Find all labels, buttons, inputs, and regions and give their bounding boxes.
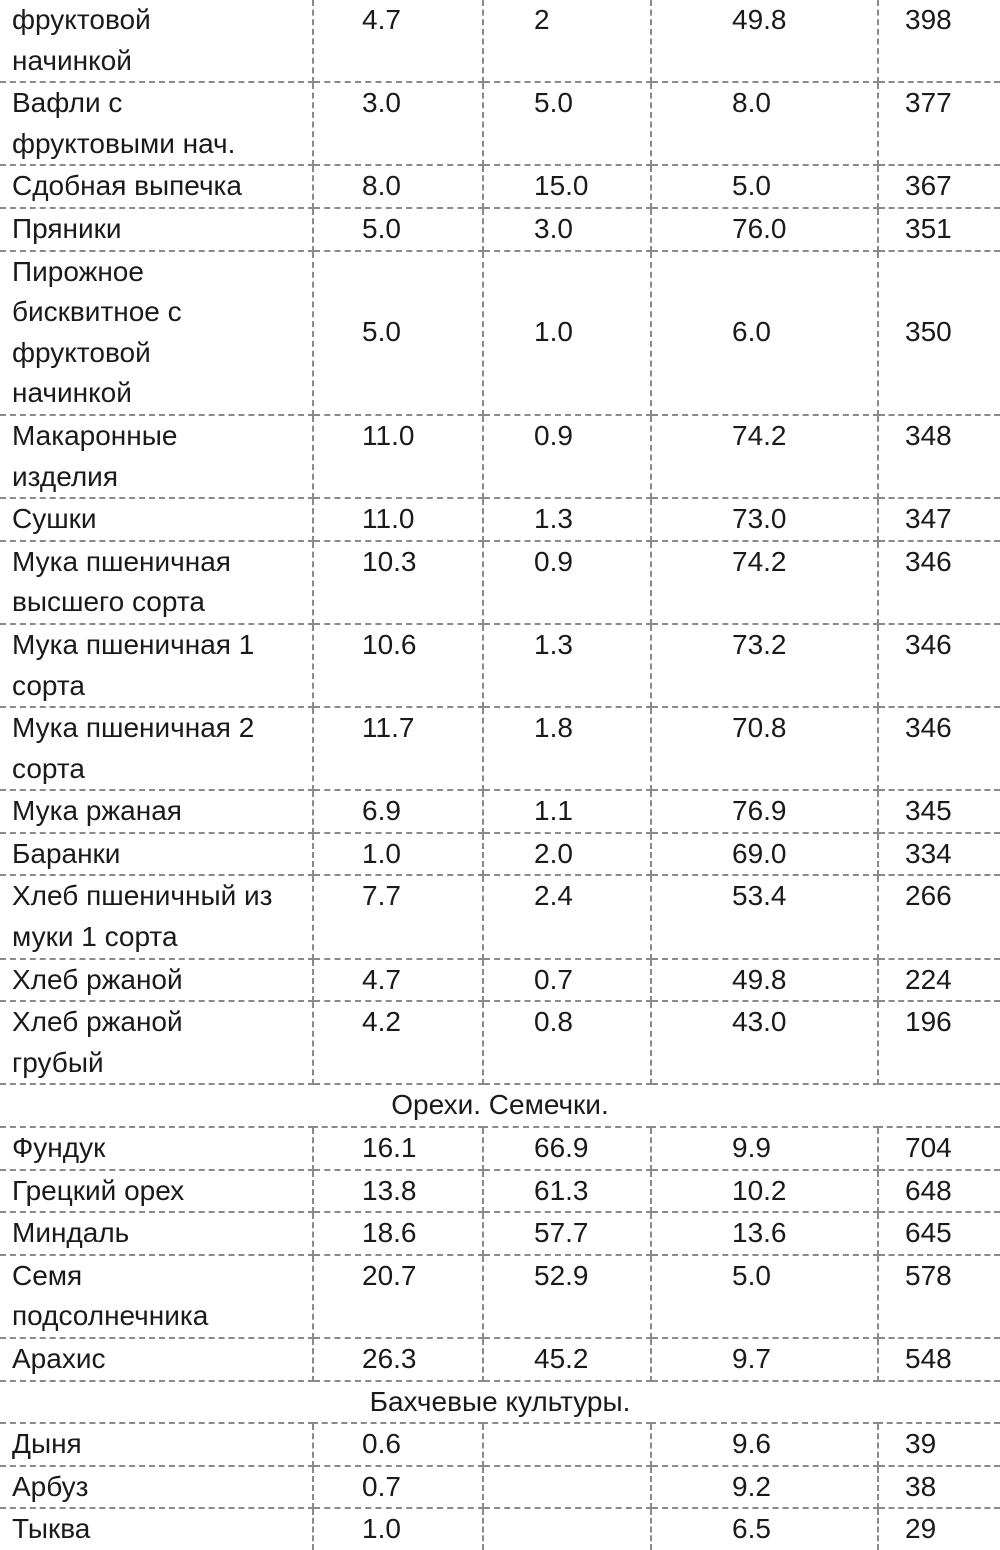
table-row: [0, 833, 1000, 876]
product-name-cell: [0, 1466, 313, 1509]
table-row: [0, 251, 1000, 415]
product-name-cell: [0, 208, 313, 251]
carbs-cell: 13.6: [651, 1212, 878, 1255]
product-name-cell: [0, 790, 313, 833]
fat-cell: 1.3: [483, 498, 651, 541]
product-name: Сушки: [12, 503, 97, 535]
table-row: [0, 790, 1000, 833]
fat-cell: [483, 1508, 651, 1550]
carbs-cell: 8.0: [651, 82, 878, 165]
product-name: Баранки: [12, 837, 121, 869]
carbs-cell: 5.0: [651, 1255, 878, 1338]
kcal-cell: 548: [878, 1338, 1000, 1381]
product-name: Тыква: [12, 1513, 91, 1545]
table-row: [0, 624, 1000, 707]
table-row: [0, 1127, 1000, 1170]
protein-cell: 4.7: [313, 0, 483, 82]
product-name: Пряники: [12, 212, 122, 244]
product-name: Миндаль: [12, 1217, 130, 1249]
carbs-cell: 9.6: [651, 1423, 878, 1466]
protein-cell: 4.2: [313, 1001, 483, 1084]
product-name-cell: [0, 415, 313, 498]
product-name-cell: [0, 1001, 313, 1084]
fat-cell: [483, 1466, 651, 1509]
product-name-cell: [0, 1255, 313, 1338]
table-row: [0, 0, 1000, 82]
carbs-cell: 70.8: [651, 707, 878, 790]
product-name-cell: [0, 1127, 313, 1170]
fat-cell: 0.9: [483, 415, 651, 498]
section-heading: Бахчевые культуры.: [0, 1381, 1000, 1424]
fat-cell: 2: [483, 0, 651, 82]
kcal-cell: 38: [878, 1466, 1000, 1509]
fat-cell: 2.0: [483, 833, 651, 876]
protein-cell: 10.3: [313, 541, 483, 624]
kcal-cell: 367: [878, 165, 1000, 208]
fat-cell: 1.8: [483, 707, 651, 790]
kcal-cell: 347: [878, 498, 1000, 541]
kcal-cell: 348: [878, 415, 1000, 498]
fat-cell: 1.3: [483, 624, 651, 707]
product-name: Семя подсолнечника: [12, 1259, 209, 1332]
table-row: [0, 165, 1000, 208]
fat-cell: 3.0: [483, 208, 651, 251]
table-row: [0, 1423, 1000, 1466]
protein-cell: 11.0: [313, 415, 483, 498]
carbs-cell: 49.8: [651, 959, 878, 1002]
carbs-cell: 73.0: [651, 498, 878, 541]
carbs-cell: 69.0: [651, 833, 878, 876]
table-row: [0, 707, 1000, 790]
table-row: [0, 1255, 1000, 1338]
fat-cell: 0.8: [483, 1001, 651, 1084]
fat-cell: 45.2: [483, 1338, 651, 1381]
kcal-cell: 578: [878, 1255, 1000, 1338]
kcal-cell: 377: [878, 82, 1000, 165]
product-name: Фундук: [12, 1132, 106, 1164]
section-heading: Орехи. Семечки.: [0, 1084, 1000, 1127]
product-name-cell: [0, 833, 313, 876]
protein-cell: 1.0: [313, 833, 483, 876]
product-name: Мука пшеничная высшего сорта: [12, 545, 231, 618]
product-name: Мука ржаная: [12, 795, 182, 827]
table-row: [0, 82, 1000, 165]
kcal-cell: 645: [878, 1212, 1000, 1255]
protein-cell: 0.7: [313, 1466, 483, 1509]
product-name-cell: [0, 1212, 313, 1255]
table-row: [0, 1338, 1000, 1381]
table-row: [0, 1508, 1000, 1550]
protein-cell: 3.0: [313, 82, 483, 165]
section-row: [0, 1381, 1000, 1424]
protein-cell: 4.7: [313, 959, 483, 1002]
product-name-cell: [0, 82, 313, 165]
protein-cell: 16.1: [313, 1127, 483, 1170]
fat-cell: [483, 1423, 651, 1466]
product-name-cell: [0, 875, 313, 958]
fat-cell: 0.7: [483, 959, 651, 1002]
product-name: Мука пшеничная 1 сорта: [12, 628, 255, 701]
table-row: [0, 1001, 1000, 1084]
carbs-cell: 5.0: [651, 165, 878, 208]
product-name-cell: [0, 0, 313, 82]
product-name: Арахис: [12, 1343, 106, 1374]
product-name-cell: [0, 707, 313, 790]
kcal-cell: 346: [878, 707, 1000, 790]
kcal-cell: 224: [878, 959, 1000, 1002]
product-name: Вафли с фруктовыми нач.: [12, 87, 236, 159]
kcal-cell: 39: [878, 1423, 1000, 1466]
protein-cell: 6.9: [313, 790, 483, 833]
fat-cell: 5.0: [483, 82, 651, 165]
protein-cell: 5.0: [313, 208, 483, 251]
protein-cell: 11.0: [313, 498, 483, 541]
kcal-cell: 29: [878, 1508, 1000, 1550]
product-name: Хлеб пшеничный из муки 1 сорта: [12, 880, 273, 953]
protein-cell: 13.8: [313, 1170, 483, 1213]
carbs-cell: 53.4: [651, 875, 878, 958]
protein-cell: 1.0: [313, 1508, 483, 1550]
table-row: [0, 415, 1000, 498]
fat-cell: 52.9: [483, 1255, 651, 1338]
carbs-cell: 9.7: [651, 1338, 878, 1381]
product-name-cell: [0, 1508, 313, 1550]
kcal-cell: 351: [878, 208, 1000, 251]
product-name-cell: [0, 1338, 313, 1381]
product-name-cell: [0, 251, 313, 415]
carbs-cell: 10.2: [651, 1170, 878, 1213]
fat-cell: 57.7: [483, 1212, 651, 1255]
fat-cell: 1.0: [483, 251, 651, 415]
fat-cell: 2.4: [483, 875, 651, 958]
fat-cell: 0.9: [483, 541, 651, 624]
product-name: Макаронные изделия: [12, 419, 178, 492]
carbs-cell: 76.9: [651, 790, 878, 833]
table-row: [0, 959, 1000, 1002]
product-name: Грецкий орех: [12, 1174, 185, 1206]
protein-cell: 10.6: [313, 624, 483, 707]
product-name: Дыня: [12, 1428, 82, 1460]
product-name: Хлеб ржаной грубый: [12, 1006, 183, 1078]
kcal-cell: 346: [878, 624, 1000, 707]
carbs-cell: 49.8: [651, 0, 878, 82]
table-row: [0, 875, 1000, 958]
carbs-cell: 9.2: [651, 1466, 878, 1509]
product-name-cell: [0, 1170, 313, 1213]
protein-cell: 20.7: [313, 1255, 483, 1338]
kcal-cell: 196: [878, 1001, 1000, 1084]
kcal-cell: 398: [878, 0, 1000, 82]
carbs-cell: 43.0: [651, 1001, 878, 1084]
kcal-cell: 334: [878, 833, 1000, 876]
product-name: Хлеб ржаной: [12, 963, 183, 995]
carbs-cell: 74.2: [651, 541, 878, 624]
table-row: [0, 1170, 1000, 1213]
kcal-cell: 266: [878, 875, 1000, 958]
product-name: Арбуз: [12, 1470, 89, 1502]
carbs-cell: 74.2: [651, 415, 878, 498]
fat-cell: 1.1: [483, 790, 651, 833]
product-name-cell: [0, 165, 313, 208]
table-row: [0, 1466, 1000, 1509]
fat-cell: 66.9: [483, 1127, 651, 1170]
protein-cell: 26.3: [313, 1338, 483, 1381]
kcal-cell: 704: [878, 1127, 1000, 1170]
product-name-cell: [0, 959, 313, 1002]
protein-cell: 7.7: [313, 875, 483, 958]
table-row: [0, 498, 1000, 541]
kcal-cell: 345: [878, 790, 1000, 833]
kcal-cell: 648: [878, 1170, 1000, 1213]
product-name: Пирожное бисквитное с фруктовой начинкой: [12, 255, 182, 409]
carbs-cell: 76.0: [651, 208, 878, 251]
table-row: [0, 1212, 1000, 1255]
carbs-cell: 9.9: [651, 1127, 878, 1170]
carbs-cell: 6.5: [651, 1508, 878, 1550]
section-row: [0, 1084, 1000, 1127]
protein-cell: 8.0: [313, 165, 483, 208]
fat-cell: 61.3: [483, 1170, 651, 1213]
kcal-cell: 346: [878, 541, 1000, 624]
protein-cell: 11.7: [313, 707, 483, 790]
product-name-cell: [0, 498, 313, 541]
carbs-cell: 6.0: [651, 251, 878, 415]
product-name-cell: [0, 1423, 313, 1466]
fat-cell: 15.0: [483, 165, 651, 208]
kcal-cell: 350: [878, 251, 1000, 415]
product-name: Сдобная выпечка: [12, 170, 242, 202]
table-row: [0, 541, 1000, 624]
table-row: [0, 208, 1000, 251]
product-name-cell: [0, 624, 313, 707]
product-name: Мука пшеничная 2 сорта: [12, 712, 255, 784]
product-name-cell: [0, 541, 313, 624]
protein-cell: 18.6: [313, 1212, 483, 1255]
protein-cell: 0.6: [313, 1423, 483, 1466]
protein-cell: 5.0: [313, 251, 483, 415]
carbs-cell: 73.2: [651, 624, 878, 707]
product-name: фруктовой начинкой: [12, 4, 151, 76]
